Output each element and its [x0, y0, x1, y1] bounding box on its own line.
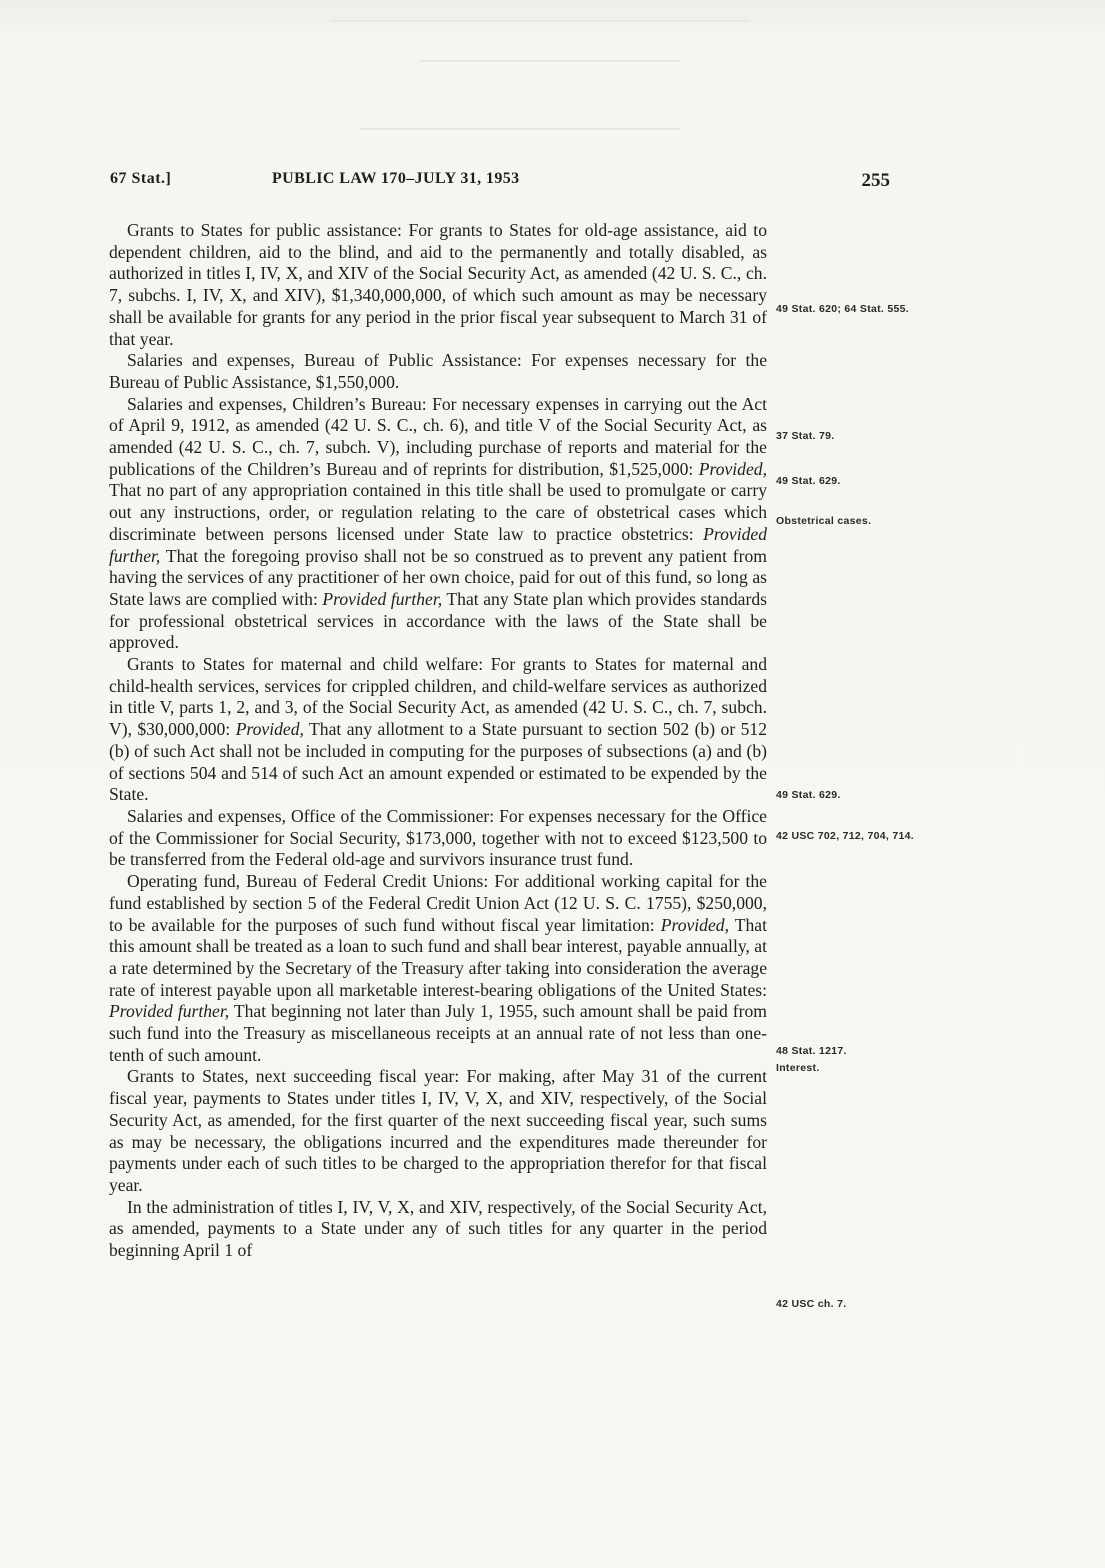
paragraph-administration: In the administration of titles I, IV, V, X, and XIV, respectively, of the Social Security Act, as amended, payments to a State under any of such titles for any quarter in the period beginning April 1 of [109, 1196, 767, 1261]
margin-note: 37 Stat. 79. [776, 430, 835, 442]
body-text [109, 220, 767, 1262]
paragraph-office-commissioner: Salaries and expenses, Office of the Commissioner: For expenses necessary for the Office of the Commissioner for Social Security, $173,000, together with not to exceed $123,500 to be transferred from the Federal old-age and survivors insurance trust fund. [109, 805, 767, 870]
paragraph-credit-unions: Operating fund, Bureau of Federal Credit Unions: For additional working capital for the fund established by section 5 of the Federal Credit Union Act (12 U. S. C. 1755), $250,000, to be available for the purposes of such fund without fiscal year limitation: Provided, That this amount shall be treated as a loan to such fund and shall bear interest, payable annually, at a rate determined by the Secretary of the Treasury after taking into consideration the average rate of interest payable upon all marketable interest-bearing obligations of the United States: Provided further, That beginning not later than July 1, 1955, such amount shall be paid from such fund into the Treasury as miscellaneous receipts at an annual rate of not less than one-tenth of such amount. [109, 871, 767, 1065]
paragraph-maternal-child-welfare: Grants to States for maternal and child welfare: For grants to States for maternal and child-health services, services for crippled children, and child-welfare services as authorized in title V, parts 1, 2, and 3, of the Social Security Act, as amended (42 U. S. C., ch. 7, subch. V), $30,000,000: Provided, That any allotment to a State pursuant to section 502 (b) or 512 (b) of such Act shall not be included in computing for the purposes of subsections (a) and (b) of sections 504 and 514 of such Act an amount expended or estimated to be expended by the State. [109, 654, 767, 805]
margin-note: 49 Stat. 629. [776, 475, 841, 487]
bleed-through-line [420, 60, 680, 62]
margin-note: 49 Stat. 620; 64 Stat. 555. [776, 303, 910, 315]
paragraph-public-assistance: Grants to States for public assistance: For grants to States for old-age assistance, aid to dependent children, aid to the blind, and aid to the permanently and totally disabled, as authorized in titles I, IV, X, and XIV of the Social Security Act, as amended (42 U. S. C., ch. 7, subchs. I, IV, X, and XIV), $1,340,000,000, of which such amount as may be necessary shall be available for grants for any period in the prior fiscal year subsequent to March 31 of that year. [109, 220, 767, 349]
margin-note: 42 USC 702, 712, 704, 714. [776, 830, 914, 842]
margin-note: 42 USC ch. 7. [776, 1298, 847, 1310]
paragraph-bureau-public-assistance: Salaries and expenses, Bureau of Public Assistance: For expenses necessary for the Bureau of Public Assistance, $1,550,000. [109, 350, 767, 392]
running-header [110, 170, 890, 196]
margin-note-obstetrical: Obstetrical cases. [776, 515, 872, 527]
bleed-through-line [360, 128, 680, 130]
paragraph-next-fiscal-year: Grants to States, next succeeding fiscal year: For making, after May 31 of the current fiscal year, payments to States under titles I, IV, V, X, and XIV, respectively, of the Social Security Act, as amended, for the first quarter of the next succeeding fiscal year, such sums as may be necessary, the obligations incurred and the expenditures made thereunder for payments under each of such titles to be charged to the appropriation therefor for that fiscal year. [109, 1066, 767, 1195]
margin-note-interest: Interest. [776, 1062, 820, 1074]
volume-reference: 67 Stat.] [110, 170, 172, 187]
bleed-through-line [330, 20, 750, 22]
law-title: PUBLIC LAW 170–JULY 31, 1953 [272, 170, 520, 187]
page-number: 255 [861, 170, 890, 191]
paragraph-childrens-bureau: Salaries and expenses, Children’s Bureau: For necessary expenses in carrying out the Act of April 9, 1912, as amended (42 U. S. C., ch. 6), and title V of the Social Security Act, as amended (42 U. S. C., ch. 7, subch. V), including purchase of reports and material for the publications of the Children’s Bureau and of reprints for distribution, $1,525,000: Provided, That no part of any appropriation contained in this title shall be used to promulgate or carry out any instructions, order, or regulation relating to the care of obstetrical cases which discriminate between persons licensed under State law to practice obstetrics: Provided further, That the foregoing proviso shall not be so construed as to prevent any patient from having the services of any practitioner of her own choice, paid for out of this fund, so long as State laws are complied with: Provided further, That any State plan which provides standards for professional obstetrical services in accordance with the laws of the State shall be approved. [109, 393, 767, 653]
margin-note: 48 Stat. 1217. [776, 1045, 847, 1057]
margin-note: 49 Stat. 629. [776, 789, 841, 801]
